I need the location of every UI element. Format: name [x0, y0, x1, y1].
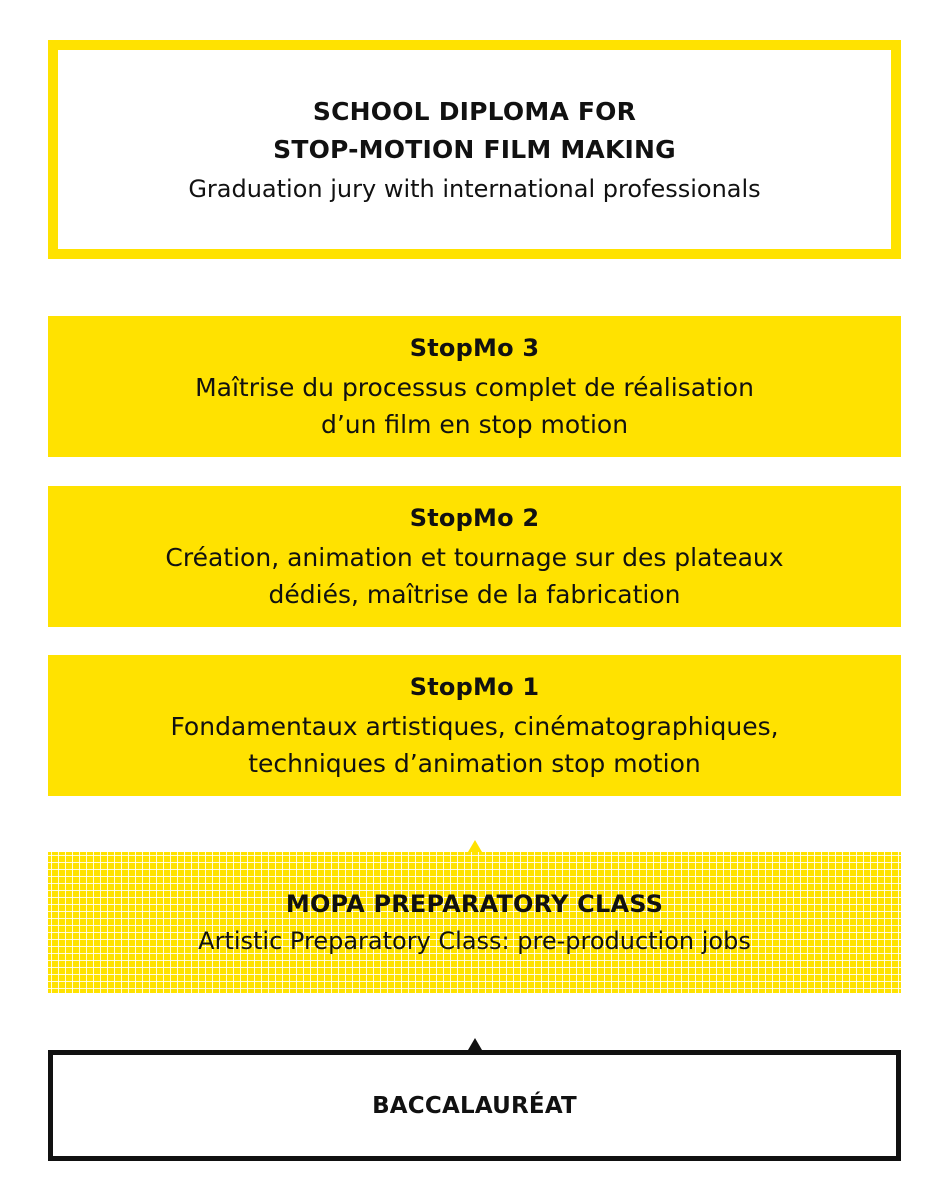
level-desc-line1: Fondamentaux artistiques, cinématographiques, [170, 711, 779, 741]
triangle-up-icon [468, 1038, 482, 1050]
preparatory-title: MOPA PREPARATORY CLASS [285, 889, 664, 918]
level-desc-line1: Maîtrise du processus complet de réalisation [195, 372, 754, 402]
level-stopmo-2 [48, 486, 901, 627]
level-desc-line1: Création, animation et tournage sur des plateaux [165, 542, 784, 572]
baccalaureat-title: BACCALAURÉAT [372, 1092, 577, 1119]
preparatory-class-box [48, 852, 901, 993]
level-desc-line2: d’un film en stop motion [320, 409, 629, 439]
baccalaureat-box [48, 1050, 901, 1161]
level-title: StopMo 2 [409, 503, 540, 532]
level-stopmo-3 [48, 316, 901, 457]
preparatory-desc: Artistic Preparatory Class: pre-production jobs [198, 926, 751, 955]
triangle-up-icon [468, 840, 482, 852]
level-stopmo-1 [48, 655, 901, 796]
diploma-title-line2: STOP-MOTION FILM MAKING [273, 134, 676, 164]
level-desc-line2: dédiés, maîtrise de la fabrication [268, 579, 681, 609]
level-desc-line2: techniques d’animation stop motion [248, 748, 701, 778]
level-title: StopMo 1 [409, 672, 540, 701]
level-title: StopMo 3 [409, 333, 540, 362]
diploma-box [48, 40, 901, 259]
diploma-subtitle: Graduation jury with international professionals [188, 174, 761, 203]
diploma-title-line1: SCHOOL DIPLOMA FOR [312, 96, 637, 126]
